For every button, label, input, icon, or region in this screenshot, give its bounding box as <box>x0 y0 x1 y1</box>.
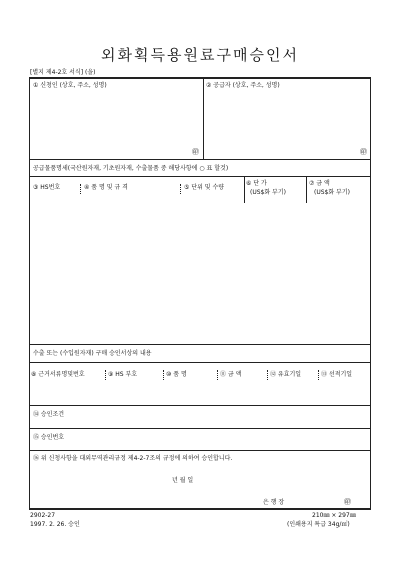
row-line-6 <box>29 428 371 429</box>
col-shipping-date: ⑬ 선적기일 <box>321 371 353 378</box>
col-item-name: ⑩ 품 명 <box>166 371 187 378</box>
col-unit-price-note: (US$화 부기) <box>250 189 286 196</box>
col-divider-7 <box>217 370 218 380</box>
col-divider-4 <box>306 177 307 203</box>
row-line-4 <box>29 362 371 363</box>
document-title: 외화획득용원료구매승인서 <box>101 46 299 64</box>
col-amount-note: (US$화 부기) <box>314 189 350 196</box>
col-hs-code: ⑨ HS 부호 <box>108 371 138 378</box>
goods-section-header: 공급물품명세(국산원자재, 기초원자재, 수출물품 중 해당사항에 ○ 표 할것) <box>33 165 229 172</box>
frame-bottom <box>29 508 371 510</box>
row-line-5 <box>29 405 371 406</box>
approval-conditions-label: ⑭ 승인조건 <box>33 411 65 418</box>
col-unit-price: ⑥ 단 가 <box>246 180 267 187</box>
party-divider <box>203 77 204 159</box>
applicant-seal-mark: ㊞ <box>192 148 199 156</box>
col-divider-8 <box>267 370 268 380</box>
col-divider-2 <box>180 184 181 194</box>
bank-manager-label: 은 행 장 <box>263 499 285 506</box>
row-line-7 <box>29 450 371 451</box>
col-item-name-spec: ④ 품 명 및 규 격 <box>84 184 128 191</box>
col-basis-document: ⑧ 근거서류명및번호 <box>31 371 85 378</box>
date-line: 년 월 일 <box>172 477 194 484</box>
frame-left <box>29 77 30 509</box>
footer-paper-spec: (인쇄용지 특급 34g/㎡) <box>287 521 350 528</box>
approval-statement: ⑯ 위 신청사항을 대외무역관리규정 제4-2-7조의 규정에 의하여 승인합니다. <box>33 455 233 462</box>
row-line-2 <box>29 176 371 177</box>
frame-right <box>370 77 371 509</box>
export-section-header: 수출 또는 (수입원자재) 구매 승인서상의 내용 <box>33 350 152 357</box>
col-validity-date: ⑫ 유효기일 <box>270 371 302 378</box>
footer-paper-size: 210㎜ × 297㎜ <box>312 512 356 519</box>
footer-approval-date: 1997. 2. 26. 승인 <box>30 521 80 528</box>
approval-number-label: ⑮ 승인번호 <box>33 434 65 441</box>
col-divider-6 <box>163 370 164 380</box>
footer-form-code: 2902-27 <box>30 512 56 519</box>
form-reference: [별지 제4-2호 서식] (을) <box>30 69 96 76</box>
col-amount-2: ⑪ 금 액 <box>220 371 242 378</box>
supplier-label: ② 공급자 (상호, 주소, 성명) <box>206 82 280 89</box>
col-unit-quantity: ⑤ 단위 및 수량 <box>184 184 225 191</box>
supplier-seal-mark: ㊞ <box>360 148 367 156</box>
frame-top <box>29 77 371 79</box>
row-line-1 <box>29 159 371 160</box>
col-hs-number: ③ HS번호 <box>33 184 61 191</box>
col-divider-9 <box>318 370 319 380</box>
row-line-3 <box>29 344 371 345</box>
col-divider-1 <box>80 184 81 194</box>
bank-seal-mark: ㊞ <box>344 498 351 506</box>
col-amount: ⑦ 금 액 <box>309 180 330 187</box>
applicant-label: ① 신청인 (상호, 주소, 성명) <box>33 82 107 89</box>
col-divider-5 <box>105 370 106 380</box>
col-divider-3 <box>244 177 245 203</box>
